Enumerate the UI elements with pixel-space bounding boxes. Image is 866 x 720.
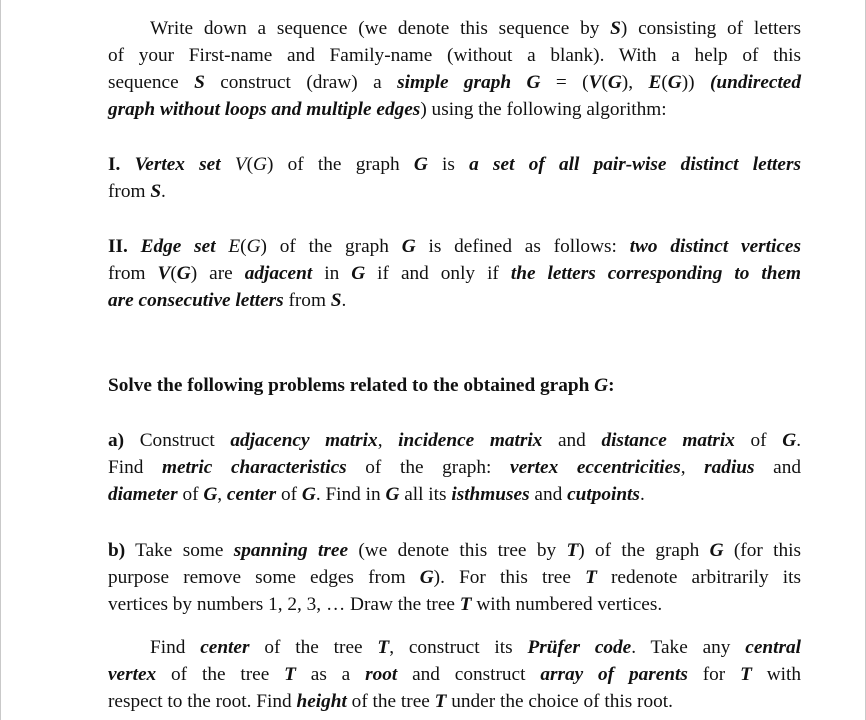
edge-set-line-3: are consecutive letters from S.	[108, 290, 347, 311]
left-page-border	[0, 0, 1, 720]
tree-paragraph-line-1: Find center of the tree T, construct its Prüfer code. Take any central	[150, 637, 801, 658]
problem-b-line-1: b) Take some spanning tree (we denote this tree by T) of the graph G (for this	[108, 540, 801, 561]
problems-heading: Solve the following problems related to the obtained graph G:	[108, 375, 615, 396]
problem-b-line-2: purpose remove some edges from G). For this tree T redenote arbitrarily its	[108, 567, 802, 588]
intro-line-3: sequence S construct (draw) a simple graph G = (V(G), E(G)) (undirected	[108, 72, 801, 93]
vertex-set-line-2: from S.	[108, 181, 166, 202]
vertex-set-line-1: I. Vertex set V(G) of the graph G is a set of all pair-wise distinct letters	[108, 154, 801, 175]
intro-line-1: Write down a sequence (we denote this sequence by S) consisting of letters	[150, 18, 801, 39]
tree-paragraph-line-2: vertex of the tree T as a root and construct array of parents for T with	[108, 664, 801, 685]
problem-a-line-3: diameter of G, center of G. Find in G all its isthmuses and cutpoints.	[108, 484, 645, 505]
edge-set-line-2: from V(G) are adjacent in G if and only if the letters corresponding to them	[108, 263, 802, 284]
edge-set-line-1: II. Edge set E(G) of the graph G is defined as follows: two distinct vertices	[108, 236, 801, 257]
problem-a-line-1: a) Construct adjacency matrix, incidence matrix and distance matrix of G.	[108, 430, 802, 451]
problem-b-line-3: vertices by numbers 1, 2, 3, … Draw the tree T with numbered vertices.	[108, 594, 663, 615]
intro-line-4: graph without loops and multiple edges) using the following algorithm:	[108, 99, 667, 120]
problem-a-line-2: Find metric characteristics of the graph: vertex eccentricities, radius and	[108, 457, 801, 478]
intro-line-2: of your First-name and Family-name (without a blank). With a help of this	[108, 45, 801, 66]
tree-paragraph-line-3: respect to the root. Find height of the tree T under the choice of this root.	[108, 691, 673, 712]
